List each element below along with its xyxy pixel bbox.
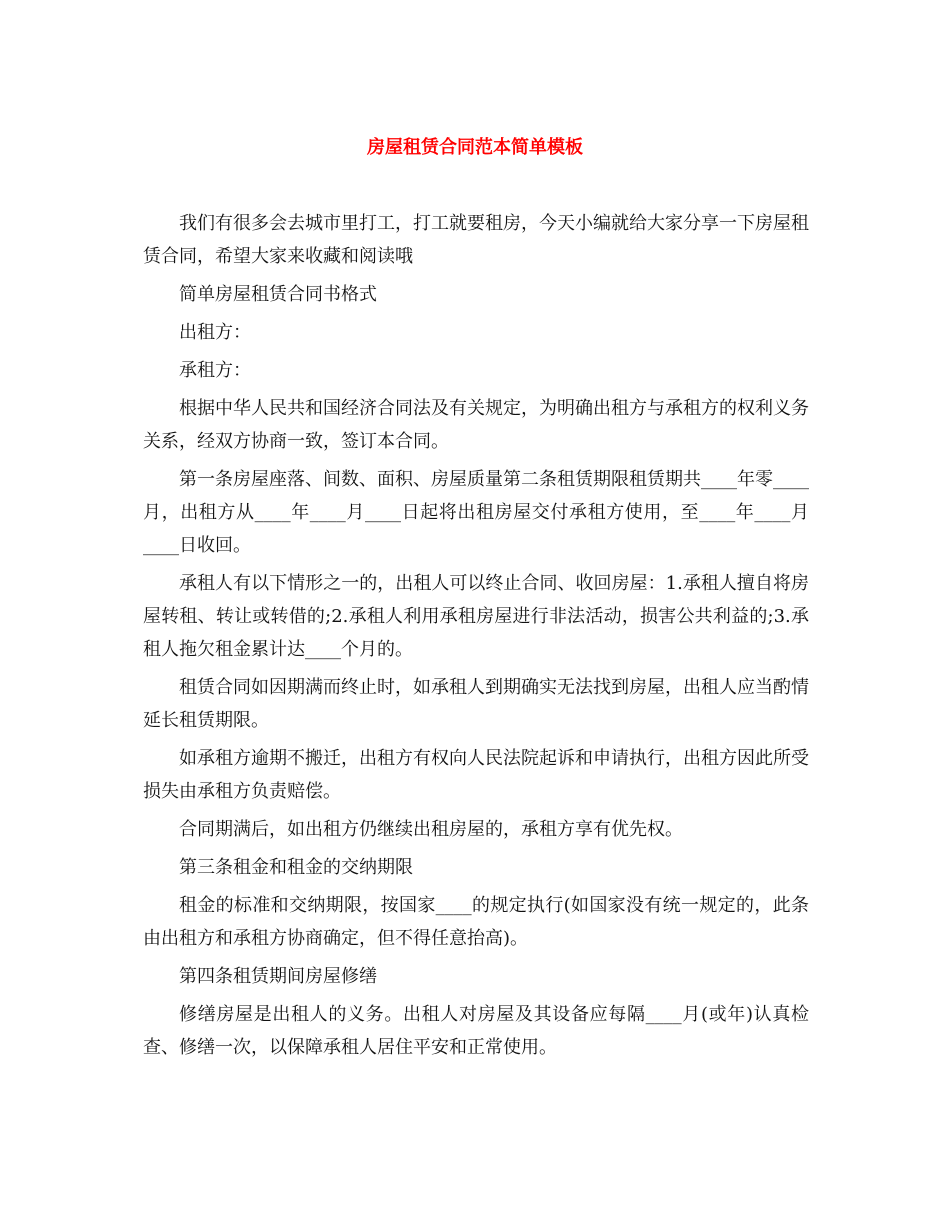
document-body xyxy=(143,207,809,1069)
paragraph-rent-standard: 租金的标准和交纳期限，按国家____的规定执行(如国家没有统一规定的，此条由出租方和承租方协商确定，但不得任意抬高)。 xyxy=(143,895,809,949)
paragraph-lessor: 出租方： xyxy=(179,322,251,343)
paragraph-extension: 租赁合同如因期满而终止时，如承租人到期确实无法找到房屋，出租人应当酌情延长租赁期限。 xyxy=(143,677,809,731)
paragraph-article-4-heading: 第四条租赁期间房屋修缮 xyxy=(179,966,377,987)
paragraph-termination: 承租人有以下情形之一的，出租人可以终止合同、收回房屋：1.承租人擅自将房屋转租、转让或转借的;2.承租人利用承租房屋进行非法活动，损害公共利益的;3.承租人拖欠租金累计达____个月的。 xyxy=(143,573,809,660)
paragraph-overdue: 如承租方逾期不搬迁，出租方有权向人民法院起诉和申请执行，出租方因此所受损失由承租方负责赔偿。 xyxy=(143,748,809,802)
paragraph-article-1-2: 第一条房屋座落、间数、面积、房屋质量第二条租赁期限租赁期共____年零____月，出租方从____年____月____日起将出租房屋交付承租方使用，至____年____月____日收回。 xyxy=(143,469,809,556)
paragraph-format-heading: 简单房屋租赁合同书格式 xyxy=(179,284,377,305)
paragraph-lessee: 承租方： xyxy=(179,360,251,381)
paragraph-preamble: 根据中华人民共和国经济合同法及有关规定，为明确出租方与承租方的权利义务关系，经双方协商一致，签订本合同。 xyxy=(143,398,809,452)
paragraph-article-3-heading: 第三条租金和租金的交纳期限 xyxy=(179,857,413,878)
paragraph-repairs: 修缮房屋是出租人的义务。出租人对房屋及其设备应每隔____月(或年)认真检查、修缮一次，以保障承租人居住平安和正常使用。 xyxy=(143,1004,809,1058)
document-title: 房屋租赁合同范本简单模板 xyxy=(367,137,583,158)
paragraph-intro: 我们有很多会去城市里打工，打工就要租房，今天小编就给大家分享一下房屋租赁合同，希望大家来收藏和阅读哦 xyxy=(143,213,809,267)
paragraph-priority: 合同期满后，如出租方仍继续出租房屋的，承租方享有优先权。 xyxy=(179,819,683,840)
